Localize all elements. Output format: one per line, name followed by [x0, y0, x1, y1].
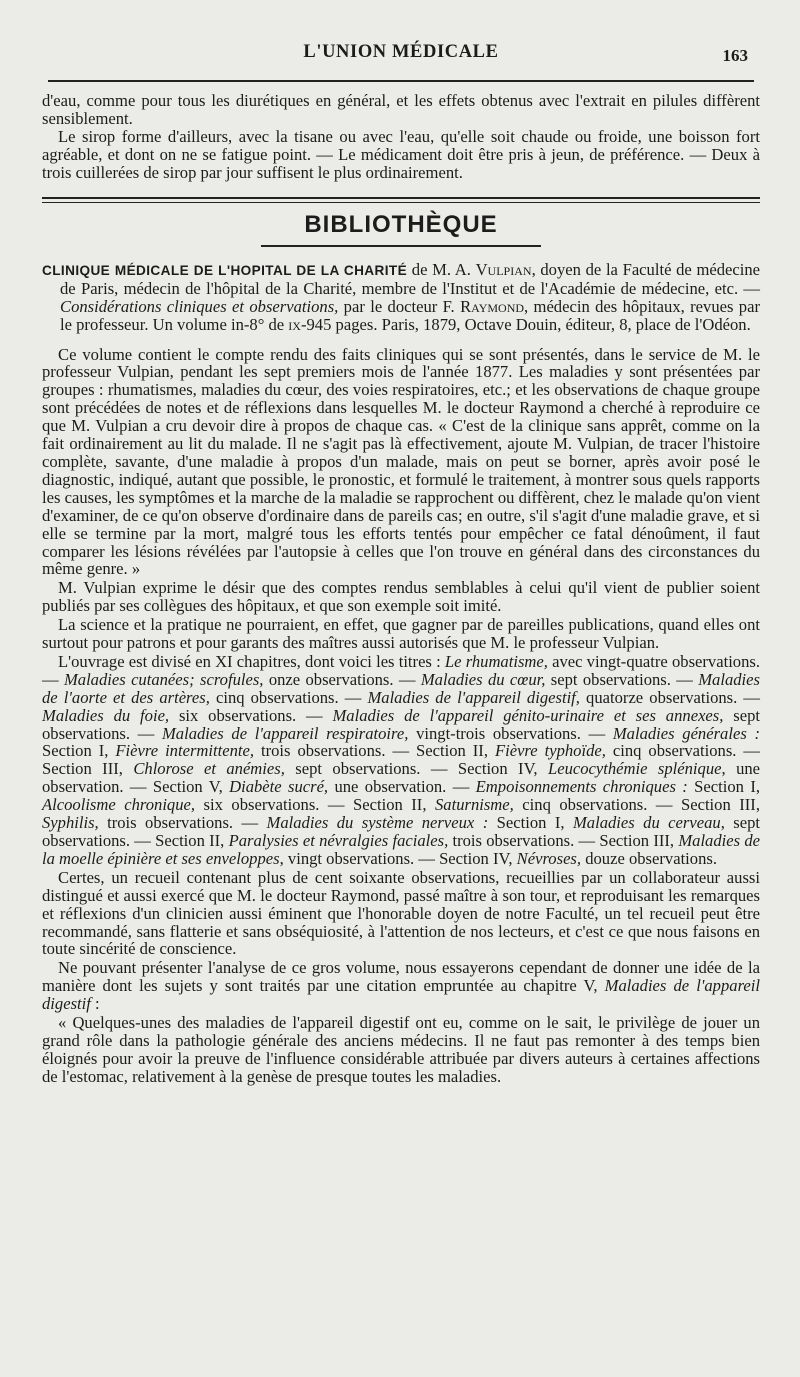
chapter-title: Maladies de l'aorte et des artères, — [42, 669, 760, 707]
chapter-title: Leucocythémie splénique — [547, 759, 722, 779]
chapter-text: cinq observations. — — [209, 687, 368, 707]
quotation-paragraph: « Quelques-unes des maladies de l'appareil digestif ont eu, comme on le sait, le privilège de jouer un grand rôle dans la pathologie générale des anciens médecins. Il ne faut pas remonter à des temps bien éloignés pour avoir la preuve de l'influence considérable attribuée par divers auteurs à certaines affections de l'estomac, relativement à la genèse de presque toutes les maladies. — [42, 1013, 760, 1086]
header-rule — [48, 80, 754, 82]
chapter-title: Chlorose et anémies, — [133, 759, 285, 779]
chapter-title: Maladies de la moelle épinière et ses enveloppes — [42, 831, 760, 868]
chapter-text: sept observations. — — [42, 705, 760, 743]
paragraph-text: Ne pouvant présenter l'analyse de ce gros volume, nous essayerons cependant de donner une idée de la manière dont les sujets y sont traités par une citation empruntée au chapitre V, — [42, 958, 760, 996]
chapter-text: , une observation. — Section V, — [42, 759, 761, 797]
entry-author-prefix: de M. A. — [407, 259, 476, 279]
chapter-text: , sept observations. — Section II, — [42, 813, 760, 850]
chapter-title: Maladies générales : — [612, 723, 760, 743]
chapter-text: quatorze observations. — — [579, 687, 760, 707]
paragraph: La science et la pratique ne pourraient, en effet, que gagner par de pareilles publications, quand elles ont surtout pour patrons et pour garants des maîtres aussi autorisés que M. le professeur Vulpian. — [42, 615, 760, 653]
paragraph: d'eau, comme pour tous les diurétiques en général, et les effets obtenus avec l'extrait en pilules diffèrent sensiblement. — [42, 91, 760, 128]
chapter-text: six observations. — Section II, — [195, 795, 435, 815]
chapter-title: Diabète sucré, — [229, 777, 329, 797]
chapter-title: Maladies cutanées; scrofules, — [63, 669, 264, 689]
chapter-text: trois observations. — — [98, 813, 267, 833]
entry-editor-prefix: par le docteur F. — [338, 296, 461, 316]
page-number: 163 — [722, 46, 748, 65]
chapter-title: Maladies de l'appareil génito-urinaire et ses annexes, — [332, 705, 724, 725]
chapter-title: Maladies du système nerveux : — [266, 813, 489, 833]
entry-author-role: , doyen de la Faculté de médecine de Paris, médecin de l'hôpital de la Charité, membre de l'Institut et de l'Académie de médecine, etc. — — [60, 259, 761, 298]
title-underline — [261, 245, 541, 247]
chapter-text: six observations. — — [169, 705, 333, 725]
chapter-title: Empoisonnements chroniques : — [475, 777, 688, 797]
chapter-text: Section I, — [42, 741, 116, 761]
review-body — [42, 346, 760, 1086]
entry-publisher: pages. Paris, 1879, Octave Douin, éditeur, 8, place de l'Odéon. — [331, 314, 751, 334]
paragraph — [42, 959, 760, 1013]
chapter-text: onze observations. — — [263, 669, 421, 689]
running-header — [42, 40, 760, 74]
chapter-text: , vingt observations. — Section IV, — [279, 848, 517, 868]
chapter-text: cinq observations. — Section III, — [513, 795, 760, 815]
chapter-title: Paralysies et névralgies faciales, — [228, 831, 449, 850]
chapter-text: sept observations. — — [545, 669, 699, 689]
entry-subtitle: Considérations cliniques et observations, — [60, 296, 339, 316]
journal-title: L'UNION MÉDICALE — [303, 42, 499, 62]
entry-details: , médecin des hôpitaux, revues par le professeur. Un volume in-8° de — [60, 296, 760, 334]
chapter-title: Maladies de l'appareil digestif, — [367, 687, 580, 707]
entry-heading: CLINIQUE MÉDICALE DE L'HOPITAL DE LA CHARITÉ — [42, 262, 408, 278]
chapter-title: Maladies du cerveau — [572, 813, 721, 833]
chapter-title: Syphilis, — [42, 813, 99, 833]
paragraph: Certes, un recueil contenant plus de cent soixante observations, recueillies par un collaborateur aussi distingué et aussi exercé que M. le docteur Raymond, passé maître à son tour, et reproduisant les remarques et réflexions d'un clinicien aussi éminent que l'honorable doyen de notre Faculté, un tel recueil peut être recommandé, sans flatterie et sans obséquiosité, à l'attention de nos lecteurs, et c'est ce que nous faisons en toute sincérité de conscience. — [42, 867, 760, 959]
section-divider — [42, 197, 760, 203]
chapter-title: Névroses, — [516, 848, 582, 868]
chapter-text: sept observations. — Section IV, — [284, 759, 548, 779]
entry-author: Vulpian — [475, 259, 532, 279]
chapter-text: avec vingt-quatre observations. — — [42, 651, 761, 689]
chapter-title: Saturnisme, — [434, 795, 514, 815]
chapter-list-paragraph — [42, 653, 760, 868]
paragraph: Le sirop forme d'ailleurs, avec la tisane ou avec l'eau, qu'elle soit chaude ou froide, une boisson fort agréable, et dont on ne se fatigue point. — Le médicament doit être pris à jeun, de préférence. — Deux à trois cuillerées de sirop par jour suffisent le plus ordinairement. — [42, 126, 760, 182]
paragraph-text: : — [90, 994, 100, 1014]
section-title: BIBLIOTHÈQUE — [304, 210, 498, 238]
chapter-text: douze observations. — [581, 848, 717, 868]
chapter-text: trois observations. — Section II, — [254, 741, 495, 761]
chapter-text: une observation. — — [328, 777, 476, 797]
chapter-title: Maladies du foie, — [42, 705, 170, 725]
chapter-title: Maladies de l'appareil respiratoire, — [161, 723, 409, 743]
chapter-text: Section I, — [687, 777, 760, 797]
chapter-title: Le rhumatisme, — [444, 651, 548, 671]
paragraph: M. Vulpian exprime le désir que des comptes rendus semblables à celui qu'il vient de publier soient publiés par ses collègues des hôpitaux, et que son exemple soit imité. — [42, 578, 760, 616]
chapter-title: Alcoolisme chronique, — [42, 795, 196, 815]
chapter-text: cinq observations. — Section III, — [42, 741, 761, 779]
chapter-text: vingt-trois observations. — — [408, 723, 613, 743]
chapter-title: Fièvre intermittente, — [115, 741, 255, 761]
chapter-title: Maladies de l'appareil digestif — [42, 976, 760, 1014]
previous-article-end — [42, 92, 760, 182]
chapter-title: Maladies du cœur, — [420, 669, 546, 689]
chapter-text: Section I, — [488, 813, 573, 833]
chapter-title: Fièvre typhoïde, — [494, 741, 606, 761]
chapter-text: L'ouvrage est divisé en XI chapitres, dont voici les titres : — [58, 651, 445, 671]
chapter-text: trois observations. — Section III, — [448, 831, 679, 850]
paragraph: Ce volume contient le compte rendu des faits cliniques qui se sont présentés, dans le service de M. le professeur Vulpian, pendant les sept premiers mois de l'année 1877. Les maladies y sont présentées par groupes : rhumatismes, maladies du cœur, des voies respiratoires, etc.; et les observations de chaque groupe sont précédées de notes et de réflexions dans lesquelles M. le docteur Raymond a cherché à reproduire ce que M. Vulpian a cru devoir dire à propos de chaque cas. « C'est de la clinique sans apprêt, comme on la fait ordinairement au lit du malade. Il ne s'agit pas là effectivement, ajoute M. Vulpian, de tracer l'histoire complète, savante, d'une maladie à propos d'un malade, mais on peut se borner, après avoir posé le diagnostic, indiqué, autant que possible, le pronostic, et formulé le traitement, à montrer sous quels rapports les causes, les symptômes et la marche de la maladie se rapprochent ou diffèrent, chez le malade qu'on vient d'examiner, de ce qu'on observe d'ordinaire dans de pareils cas; en outre, s'il s'agit d'une maladie grave, et si elle se termine par la mort, malgré tous les efforts tentés pour empêcher ce fatal dénoûment, il faut comparer les lésions révélées par l'autopsie à celles que l'on trouve en général dans des circonstances du même genre. » — [42, 344, 760, 579]
entry-pages: ix-945 — [288, 314, 332, 334]
bibliographic-entry — [42, 261, 760, 334]
entry-editor: Raymond — [460, 296, 525, 316]
